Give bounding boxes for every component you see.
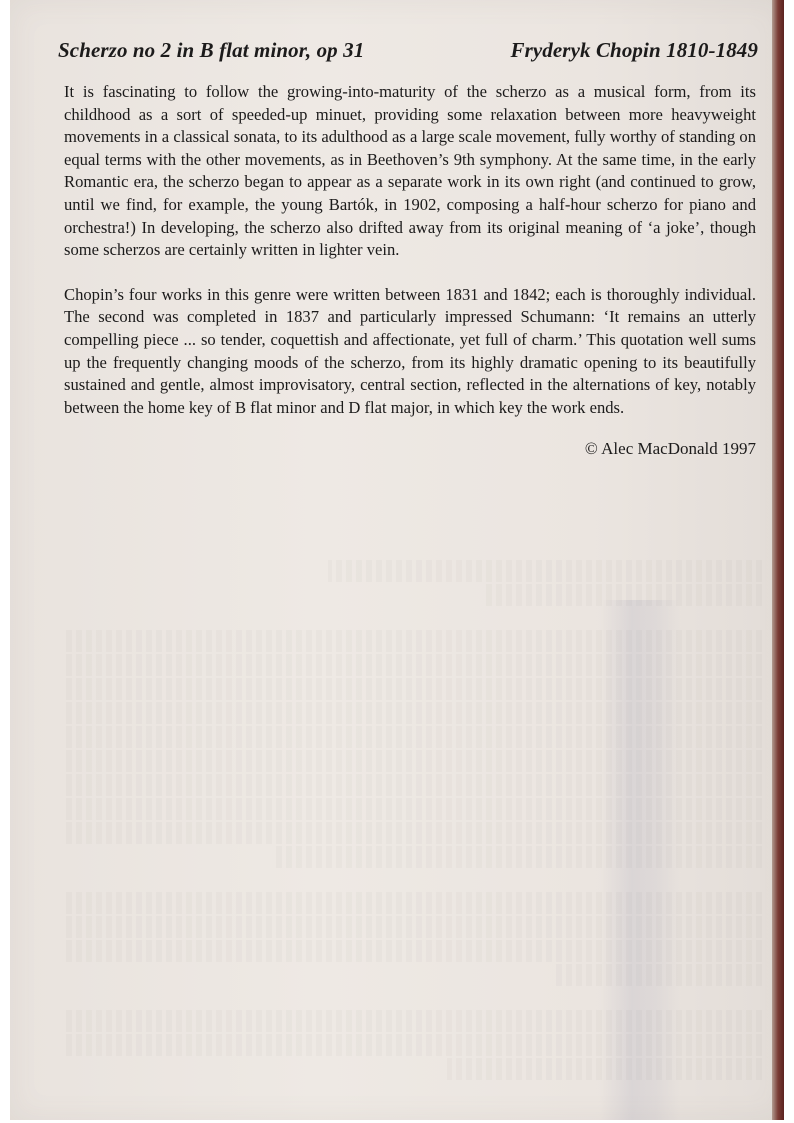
page-content [58,38,758,459]
program-page [10,0,784,1120]
piece-title: Scherzo no 2 in B flat minor, op 31 [58,38,365,62]
paragraph-1: It is fascinating to follow the growing-into-maturity of the scherzo as a musical form, from its childhood as a sort of speeded-up minuet, providing some relaxation between more heavyweight movements in a classical sonata, to its adulthood as a large scale movement, fully worthy of standing on equal terms with the other movements, as in Beethoven’s 9th symphony. At the same time, in the early Romantic era, the scherzo began to appear as a separate work in its own right (and continued to grow, until we find, for example, the young Bartók, in 1902, composing a half-hour scherzo for piano and orchestra!) In developing, the scherzo also drifted away from its original meaning of ‘a joke’, though some scherzos are certainly written in lighter vein. [64,82,756,260]
shadow-band [600,600,680,1120]
paragraph-2: Chopin’s four works in this genre were written between 1831 and 1842; each is thoroughly individual. The second was completed in 1837 and particularly impressed Schumann: ‘It remains an utterly compelling piece ... so tender, coquettish and affectionate, yet full of charm.’ This quotation well sums up the frequently changing moods of the scherzo, from its highly dramatic opening to its beautifully sustained and gentle, almost improvisatory, central section, reflected in the alternations of key, notably between the home key of B flat minor and D flat major, in which key the work ends. [64,284,756,417]
copyright-notice: © Alec MacDonald 1997 [584,439,756,459]
composer-name: Fryderyk Chopin 1810-1849 [510,38,758,62]
page-header [58,38,758,63]
cover-edge [772,0,784,1120]
